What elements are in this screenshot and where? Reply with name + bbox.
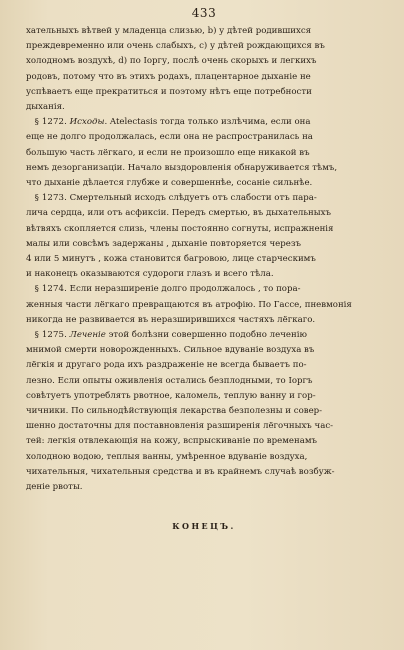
paragraph-text: хательныхъ вѣтвей у младенца слизью, b) у дѣтей родившихся преждевременно или очень слабыхъ, c) у дѣтей рождающихся въ холодномъ воздухѣ, d) по Іоргу, послѣ очень скорыхъ и легкихъ родовъ, потому что въ этихъ родахъ, плацентарное дыханіе не успѣваетъ еще прекратиться и поэтому нѣтъ еще потребности дыханія.	[26, 26, 325, 113]
paragraph-text: Atelectasis тогда только излѣчима, если она еще не долго продолжалась, если она не распространилась на большую часть лёгкаго, и если не произошло еще никакой въ немъ дезорганизаціи. Начало выздоровленія обнаруживается тѣмъ, что дыханіе дѣлается глубже и совершеннѣе, сосаніе сильнѣе.	[26, 117, 338, 189]
paragraph-1272	[26, 115, 382, 191]
section-mark: § 1275.	[34, 330, 67, 341]
finis-label: КОНЕЦЪ.	[172, 521, 236, 532]
paragraph-text: Смертельный исходъ слѣдуетъ отъ слабости отъ пара- лича сердца, или отъ асфиксіи. Передъ смертью, въ дыхательныхъ вѣтвяхъ скопляется слизь, члены постоянно согнуты, испражненія малы или совсѣмъ задержаны , дыханіе повторяется черезъ 4 или 5 минутъ , кожа становится багровою, лице старческимъ и наконецъ оказываются судороги глазъ и всего тѣла.	[26, 193, 334, 280]
paragraph-1273	[26, 191, 382, 282]
paragraph-text: Если неразширеніе долго продолжалось , то пора- женныя части лёгкаго превращаются въ атрофію. По Гассе, пневмонія никогда не развивается въ неразширившихся частяхъ лёгкаго.	[26, 284, 352, 325]
section-mark: § 1272.	[34, 117, 67, 128]
paragraph-1274	[26, 282, 382, 328]
section-mark: § 1273.	[34, 193, 67, 204]
section-mark: § 1274.	[34, 284, 67, 295]
paragraph-text: этой болѣзни совершенно подобно леченію мнимой смерти новорожденныхъ. Сильное вдуваніе воздуха въ лёгкія и другаго рода ихъ раздраженіе не всегда бываетъ по- лезно. Если опыты оживленія остались безплодными, то Іоргъ совѣтуетъ употреблять рвотное, каломель, теплую ванну и гор- чичники. По сильнодѣйствующія лекарства безполезны и совер- шенно достаточны для поставновленія разширенія лёгочныхъ час- тей: легкія отвлекающія на кожу, вспрыскиваніе по временамъ холодною водою, теплыя ванны, умѣренное вдуваніе воздуха, чихательныя, чихательныя средства и въ крайнемъ случаѣ возбуж- деніе рвоты.	[26, 330, 335, 493]
page-number: 433	[191, 6, 217, 20]
paragraph-continuation	[26, 24, 382, 115]
paragraph-1275	[26, 328, 382, 495]
paragraph-term: Исходы.	[69, 117, 108, 128]
paragraph-term: Леченіе	[69, 330, 106, 341]
